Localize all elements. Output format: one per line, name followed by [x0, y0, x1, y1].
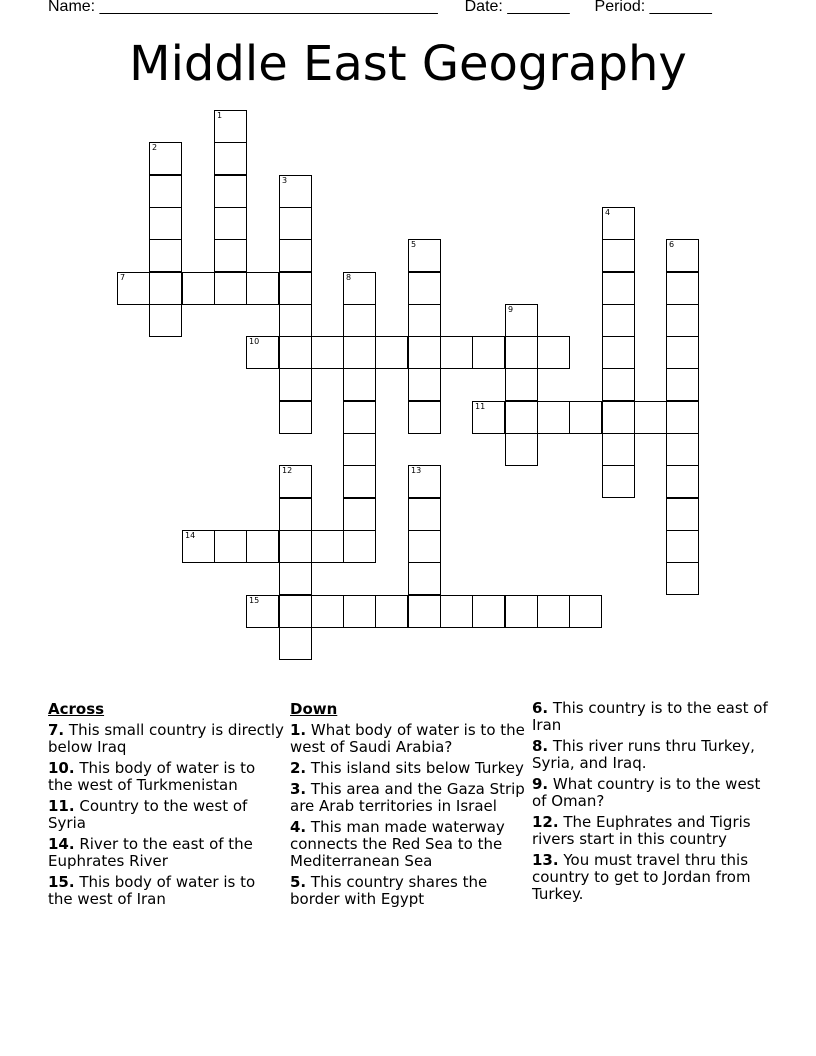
down-clue	[290, 874, 526, 908]
clue-number-label: 6.	[532, 699, 549, 717]
grid-cell[interactable]	[408, 336, 441, 369]
clue-text: Country to the west of Syria	[48, 797, 248, 832]
grid-cell[interactable]	[117, 272, 150, 305]
across-clue	[48, 874, 284, 908]
grid-cell[interactable]	[666, 498, 699, 531]
grid-cell[interactable]	[149, 142, 182, 175]
clue-number: 13	[411, 466, 422, 475]
clue-number-label: 5.	[290, 873, 307, 891]
grid-cell[interactable]	[666, 401, 699, 434]
across-clue	[48, 798, 284, 832]
clue-number: 2	[152, 143, 158, 152]
grid-cell[interactable]	[214, 110, 247, 143]
grid-cell[interactable]	[311, 530, 344, 563]
grid-cell[interactable]	[408, 239, 441, 272]
grid-cell[interactable]	[343, 465, 376, 498]
grid-cell[interactable]	[279, 368, 312, 401]
clue-text: What country is to the west of Oman?	[532, 775, 761, 810]
down-clue	[290, 760, 526, 777]
grid-cell[interactable]	[602, 336, 635, 369]
grid-cell[interactable]	[343, 401, 376, 434]
clue-number: 15	[249, 596, 260, 605]
grid-cell[interactable]	[537, 595, 570, 628]
grid-cell[interactable]	[149, 239, 182, 272]
grid-cell[interactable]	[343, 368, 376, 401]
grid-cell[interactable]	[279, 336, 312, 369]
clue-text: This body of water is to the west of Iran	[48, 873, 256, 908]
down-clue	[532, 814, 768, 848]
grid-cell[interactable]	[537, 336, 570, 369]
clue-text: The Euphrates and Tigris rivers start in this country	[532, 813, 751, 848]
clue-text: This man made waterway connects the Red Sea to the Mediterranean Sea	[290, 818, 505, 870]
grid-cell[interactable]	[440, 336, 473, 369]
header	[48, 0, 712, 16]
grid-cell[interactable]	[214, 175, 247, 208]
grid-cell[interactable]	[408, 401, 441, 434]
grid-cell[interactable]	[440, 595, 473, 628]
clue-number-label: 13.	[532, 851, 559, 869]
grid-cell[interactable]	[279, 272, 312, 305]
across-heading: Across	[48, 700, 105, 718]
clue-number: 12	[282, 466, 293, 475]
grid-cell[interactable]	[343, 433, 376, 466]
name-field[interactable]: Name: ______________________________________	[48, 0, 438, 15]
grid-cell[interactable]	[472, 336, 505, 369]
clue-number: 14	[185, 531, 196, 540]
grid-cell[interactable]	[602, 272, 635, 305]
across-clues	[48, 700, 284, 912]
grid-cell[interactable]	[602, 304, 635, 337]
grid-cell[interactable]	[602, 433, 635, 466]
down-clue	[290, 722, 526, 756]
grid-cell[interactable]	[182, 272, 215, 305]
grid-cell[interactable]	[666, 272, 699, 305]
grid-cell[interactable]	[408, 465, 441, 498]
clue-text: River to the east of the Euphrates River	[48, 835, 253, 870]
clue-number: 7	[120, 273, 126, 282]
clue-number-label: 12.	[532, 813, 559, 831]
clue-number: 1	[217, 111, 223, 120]
grid-cell[interactable]	[666, 562, 699, 595]
grid-cell[interactable]	[666, 336, 699, 369]
down-clue	[290, 781, 526, 815]
clue-text: What body of water is to the west of Saudi Arabia?	[290, 721, 525, 756]
clue-number-label: 14.	[48, 835, 75, 853]
grid-cell[interactable]	[343, 304, 376, 337]
grid-cell[interactable]	[279, 175, 312, 208]
clue-number: 5	[411, 240, 417, 249]
grid-cell[interactable]	[279, 530, 312, 563]
grid-cell[interactable]	[505, 401, 538, 434]
grid-cell[interactable]	[279, 562, 312, 595]
clue-number-label: 8.	[532, 737, 549, 755]
clue-text: This body of water is to the west of Turkmenistan	[48, 759, 256, 794]
down-heading: Down	[290, 700, 338, 718]
grid-cell[interactable]	[246, 272, 279, 305]
clue-number: 9	[508, 305, 514, 314]
clue-number-label: 10.	[48, 759, 75, 777]
grid-cell[interactable]	[149, 175, 182, 208]
grid-cell[interactable]	[375, 595, 408, 628]
down-clues-column-1	[290, 700, 526, 912]
grid-cell[interactable]	[666, 368, 699, 401]
grid-cell[interactable]	[472, 401, 505, 434]
clue-number: 11	[475, 402, 486, 411]
grid-cell[interactable]	[343, 336, 376, 369]
grid-cell[interactable]	[408, 304, 441, 337]
grid-cell[interactable]	[569, 595, 602, 628]
across-clue	[48, 836, 284, 870]
grid-cell[interactable]	[343, 595, 376, 628]
clue-number-label: 3.	[290, 780, 307, 798]
grid-cell[interactable]	[666, 465, 699, 498]
grid-cell[interactable]	[666, 433, 699, 466]
down-clue	[532, 776, 768, 810]
grid-cell[interactable]	[149, 304, 182, 337]
grid-cell[interactable]	[149, 272, 182, 305]
grid-cell[interactable]	[602, 207, 635, 240]
grid-cell[interactable]	[666, 530, 699, 563]
grid-cell[interactable]	[472, 595, 505, 628]
down-clue	[532, 700, 768, 734]
grid-cell[interactable]	[408, 530, 441, 563]
grid-cell[interactable]	[279, 498, 312, 531]
grid-cell[interactable]	[666, 239, 699, 272]
page-title: Middle East Geography	[129, 36, 687, 92]
grid-cell[interactable]	[246, 530, 279, 563]
clue-number: 6	[669, 240, 675, 249]
grid-cell[interactable]	[279, 627, 312, 660]
grid-cell[interactable]	[634, 401, 667, 434]
grid-cell[interactable]	[602, 368, 635, 401]
down-clue	[532, 852, 768, 903]
grid-cell[interactable]	[214, 272, 247, 305]
grid-cell[interactable]	[214, 207, 247, 240]
clue-number-label: 9.	[532, 775, 549, 793]
grid-cell[interactable]	[311, 336, 344, 369]
grid-cell[interactable]	[408, 272, 441, 305]
clue-text: This country is to the east of Iran	[532, 699, 768, 734]
clue-number: 8	[346, 273, 352, 282]
grid-cell[interactable]	[246, 595, 279, 628]
grid-cell[interactable]	[182, 530, 215, 563]
grid-cell[interactable]	[666, 304, 699, 337]
grid-cell[interactable]	[408, 498, 441, 531]
grid-cell[interactable]	[279, 239, 312, 272]
grid-cell[interactable]	[505, 433, 538, 466]
grid-cell[interactable]	[214, 142, 247, 175]
grid-cell[interactable]	[375, 336, 408, 369]
grid-cell[interactable]	[279, 304, 312, 337]
date-field[interactable]: Date: _______	[464, 0, 570, 15]
period-field[interactable]: Period: _______	[594, 0, 712, 15]
clue-number: 10	[249, 337, 260, 346]
grid-cell[interactable]	[279, 465, 312, 498]
clue-number: 3	[282, 176, 288, 185]
grid-cell[interactable]	[505, 595, 538, 628]
grid-cell[interactable]	[279, 401, 312, 434]
across-clue	[48, 722, 284, 756]
clue-number-label: 2.	[290, 759, 307, 777]
grid-cell[interactable]	[214, 530, 247, 563]
clue-number-label: 4.	[290, 818, 307, 836]
grid-cell[interactable]	[279, 207, 312, 240]
grid-cell[interactable]	[569, 401, 602, 434]
grid-cell[interactable]	[311, 595, 344, 628]
grid-cell[interactable]	[408, 368, 441, 401]
clue-text: This country shares the border with Egypt	[290, 873, 488, 908]
clue-text: This river runs thru Turkey, Syria, and Iraq.	[532, 737, 755, 772]
grid-cell[interactable]	[408, 562, 441, 595]
grid-cell[interactable]	[505, 304, 538, 337]
clue-text: This island sits below Turkey	[306, 759, 524, 777]
clue-number-label: 11.	[48, 797, 75, 815]
grid-cell[interactable]	[214, 239, 247, 272]
grid-cell[interactable]	[602, 239, 635, 272]
across-clue	[48, 760, 284, 794]
grid-cell[interactable]	[602, 401, 635, 434]
grid-cell[interactable]	[602, 465, 635, 498]
grid-cell[interactable]	[537, 401, 570, 434]
clue-text: This small country is directly below Iraq	[48, 721, 284, 756]
down-clues-column-2	[532, 700, 768, 907]
grid-cell[interactable]	[343, 530, 376, 563]
clue-number: 4	[605, 208, 611, 217]
grid-cell[interactable]	[343, 272, 376, 305]
grid-cell[interactable]	[149, 207, 182, 240]
down-clue	[532, 738, 768, 772]
clue-number-label: 15.	[48, 873, 75, 891]
clue-text: You must travel thru this country to get to Jordan from Turkey.	[532, 851, 751, 903]
down-clue	[290, 819, 526, 870]
grid-cell[interactable]	[408, 595, 441, 628]
grid-cell[interactable]	[343, 498, 376, 531]
grid-cell[interactable]	[505, 336, 538, 369]
clue-number-label: 1.	[290, 721, 307, 739]
grid-cell[interactable]	[505, 368, 538, 401]
clue-text: This area and the Gaza Strip are Arab territories in Israel	[290, 780, 525, 815]
clue-number-label: 7.	[48, 721, 65, 739]
grid-cell[interactable]	[246, 336, 279, 369]
grid-cell[interactable]	[279, 595, 312, 628]
